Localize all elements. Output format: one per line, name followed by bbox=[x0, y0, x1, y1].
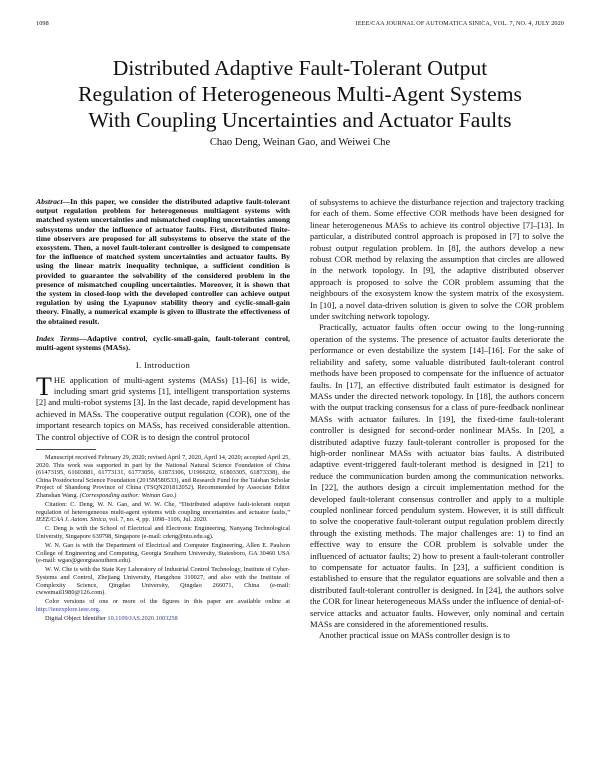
right-column bbox=[310, 197, 564, 642]
ieeexplore-link[interactable]: http://ieeexplore.ieee.org bbox=[36, 605, 99, 613]
abstract bbox=[36, 197, 290, 326]
corresponding-author-note: (Corresponding author: Weinan Gao.) bbox=[79, 492, 177, 500]
title-line: With Coupling Uncertainties and Actuator Faults bbox=[88, 108, 512, 132]
body-paragraph: of subsystems to achieve the disturbance rejection and trajectory tracking for each of them. Some effective COR methods have been designed for linear heterogeneous MASs to achieve its control objective [7]–[13]. In particular, a distributed control approach is proposed in [7] to solve the robust output regulation problem. In [8], the authors develop a new robust COR method by relaxing the assumption that circles are allowed in the network topology. In [9], the adaptive distributed observer approach is proposed to solve the COR problem assuming that the neighbours of the exosystem know the system matrix of the exosystem. In [10], a novel data-driven solution is given to solve the COR problem under switching network topology. bbox=[310, 197, 564, 322]
title-line: Regulation of Heterogeneous Multi-Agent Systems bbox=[78, 82, 522, 106]
drop-cap: T bbox=[36, 371, 52, 401]
left-column bbox=[36, 197, 290, 624]
abstract-text: —In this paper, we consider the distributed adaptive fault-tolerant output regulation problem for heterogeneous multiagent systems with matched system uncertainties and mismatched coupling uncertainties among subsystems under the influence of actuator faults. First, distributed finite-time observers are proposed for all subsystems to observe the state of the exosystem. Then, a novel fault-tolerant controller is designed to compensate for the influence of matched system uncertainties and actuator faults. By using the linear matrix inequality technique, a sufficient condition is provided to guarantee the solvability of the considered problem in the presence of mismatched coupling uncertainties. Moreover, it is shown that the system in closed-loop with the developed controller can achieve output regulation by using the Lyapunov stability theory and cyclic-small-gain theory. Finally, a numerical example is given to illustrate the effectiveness of the obtained result. bbox=[36, 197, 290, 326]
footnote-color-versions bbox=[36, 598, 290, 613]
intro-paragraph bbox=[36, 371, 290, 443]
intro-text: HE application of multi-agent systems (MASs) [1]–[6] is wide, including smart grid systems [1], intelligent transportation systems [2] and multi-robot systems [3]. In the last decade, rapid development has achieved in MASs. The cooperative output regulation (COR), one of the important research topics on MASs, has received considerable attention. The control objective of COR is to design the control protocol bbox=[36, 374, 290, 442]
page-header bbox=[36, 20, 564, 32]
abstract-label: Abstract bbox=[36, 197, 63, 206]
citation-text: Citation: C. Deng, W. N. Gao, and W. W. Che, “Distributed adaptive fault-tolerant output regulation of heterogeneous multi-agent systems with coupling uncertainties and actuator faults,” bbox=[36, 501, 290, 516]
paper-title bbox=[40, 55, 560, 133]
footnote-manuscript bbox=[36, 454, 290, 500]
footnote-affiliation-deng: C. Deng is with the School of Electrical and Electronic Engineering, Nanyang Technological University, Singapore 639798, Singapore (e-mail: cdeng@ntu.edu.sg). bbox=[36, 525, 290, 541]
doi-link[interactable]: 10.1109/JAS.2020.1003258 bbox=[107, 614, 178, 622]
footnote-citation bbox=[36, 501, 290, 524]
journal-name: IEEE/CAA JOURNAL OF AUTOMATICA SINICA, VOL. 7, NO. 4, JULY 2020 bbox=[355, 20, 564, 27]
footnote-doi bbox=[36, 615, 290, 623]
title-line: Distributed Adaptive Fault-Tolerant Output bbox=[112, 56, 488, 80]
footnote-affiliation-gao: W. N. Gao is with the Department of Electrical and Computer Engineering, Allen E. Paulson College of Engineering and Computing, Georgia Southern University, Statesboro, GA 30460 USA (e-mail: wgao@georgiasouthern.edu). bbox=[36, 542, 290, 565]
color-versions-suffix: . bbox=[98, 605, 101, 613]
citation-journal: IEEE/CAA J. Autom. Sinica bbox=[36, 516, 106, 524]
footnote-divider bbox=[36, 449, 96, 450]
index-terms bbox=[36, 334, 290, 352]
color-versions-text: Color versions of one or more of the figures in this paper are available online at bbox=[45, 598, 290, 606]
doi-label: Digital Object Identifier bbox=[45, 614, 108, 622]
author-list: Chao Deng, Weinan Gao, and Weiwei Che bbox=[209, 137, 391, 148]
page-number: 1098 bbox=[36, 20, 49, 27]
footnote-affiliation-che: W. W. Che is with the State Key Laboratory of Industrial Control Technology, Institute of Cyber-Systems and Control, Zhejiang University, Hangzhou 310027, and also with the Institute of Complexity Science, Qingdao University, Qingdao 266071, China (e-mail: cwwemail1980@126.com). bbox=[36, 566, 290, 597]
citation-suffix: , vol. 7, no. 4, pp. 1098–1106, Jul. 2020. bbox=[105, 516, 208, 524]
index-terms-label: Index Terms bbox=[36, 333, 80, 343]
body-paragraph: Another practical issue on MASs controller design is to bbox=[319, 630, 510, 641]
body-paragraph: Practically, actuator faults often occur owing to the long-running operation of the systems. The presence of actuator faults deteriorate the performance or even destabilize the system [14]–[16]. For the sake of reliability and safety, some valuable distributed fault-tolerant control methods have been proposed to compensate for the influence of actuator faults. In [17], an effective distributed fault estimator is designed for MASs under the directed network topology. In [18], the authors concern with the output tracking consensus for a class of pure-feedback nonlinear MASs with actuator failures. In [19], the fixed-time fault-tolerant controller is designed for second-order nonlinear MASs. In [20], a distributed adaptive fuzzy fault-tolerant controller is proposed for the high-order nonlinear MASs with actuator bias faults. A distributed adaptive event-triggered fault-tolerant method is designed in [21] to reduce the communication burden among the communication networks. In [22], the authors design a circuit implementation method for the developed fault-tolerant consensus controller and apply to a multiple coupled nonlinear forced pendulum system. However, it is still difficult to solve the cooperative fault-tolerant output regulation problem directly through the existing methods. The major challenges are: 1) to find an effective way to ensure the COR problem is solvable under the influenced of actuator faults; 2) how to present a fault-tolerant controller to compensate for actuator faults. In [23], a sufficient condition is established to ensure that the regulator equations are solvable and then a distributed fault-tolerant controller is designed. In [24], the authors solve the COR for linear heterogeneous MASs under the influence of denial-of-service attacks and actuator faults. However, only nominal and certain MASs are considered in the aforementioned results. bbox=[310, 322, 564, 630]
section-heading: I. Introduction bbox=[135, 360, 191, 371]
index-terms-text: —Adaptive control, cyclic-small-gain, fault-tolerant control, multi-agent systems (MASs). bbox=[36, 333, 290, 353]
footnote-manuscript-text: Manuscript received February 29, 2020; revised April 7, 2020, April 14, 2020; accepted April 25, 2020. This work was supported in part by the National Natural Science Foundation of China (61473195, 61603881, 61773131, 61773056, 61873306, U1966202, 61803305, 61873338), the China Postdoctoral Science Foundation (2015M580533), and Research Fund for the Taishan Scholar Project of Shandong Province of China (TSQN201812052). Recommended by Associate Editor Zhanshan Wang. bbox=[36, 454, 290, 500]
